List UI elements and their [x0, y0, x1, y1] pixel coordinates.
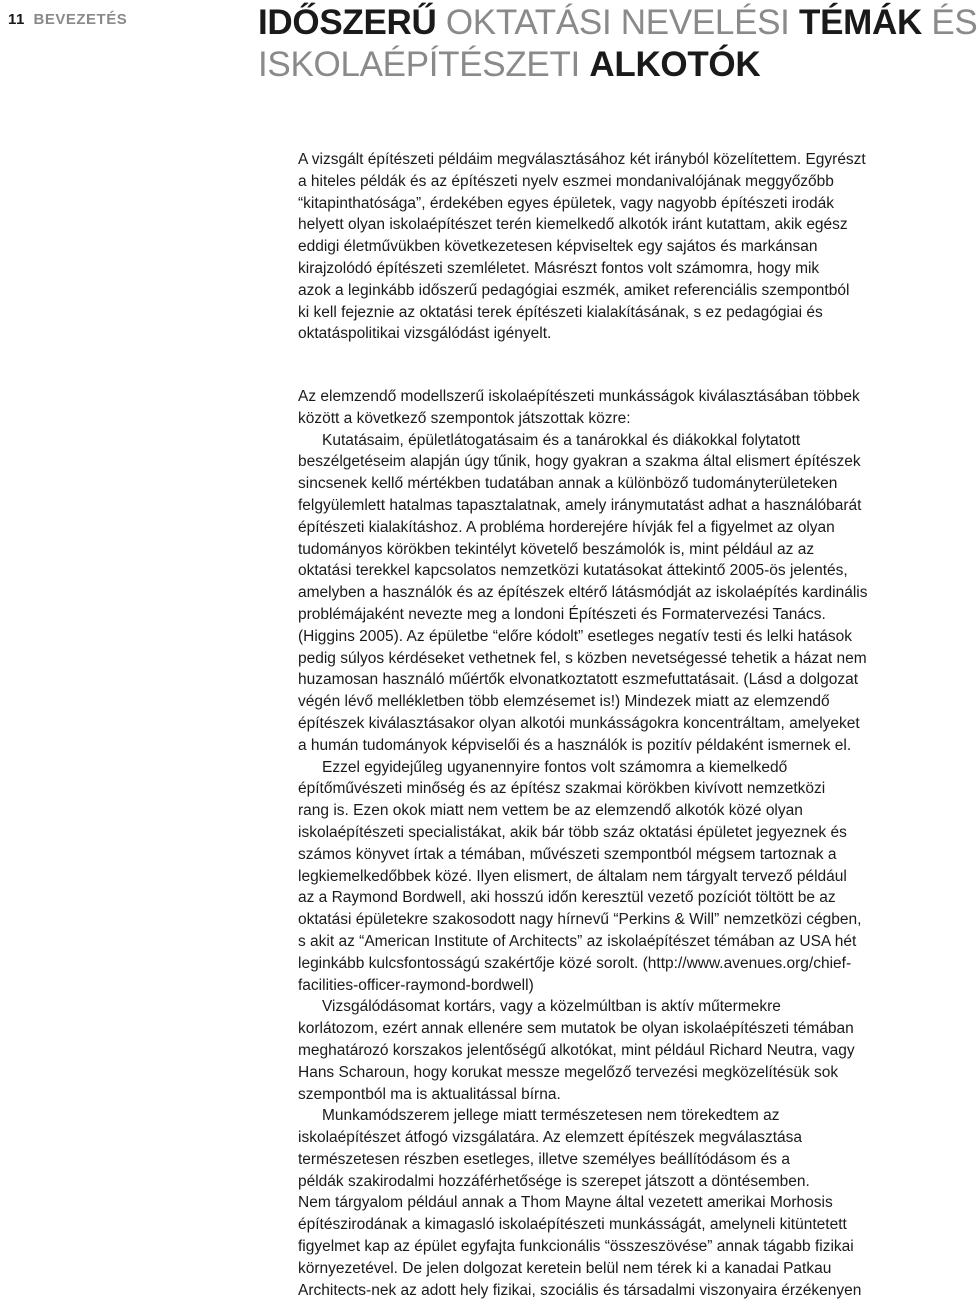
title-segment: ALKOTÓK: [589, 45, 761, 84]
text-line: Az elemzendő modellszerű iskolaépítészeti munkásságok kiválasztásában többek: [298, 388, 860, 405]
text-line: sincsenek kellő mértékben tudatában annak a különböző tudományterületeken: [298, 475, 838, 493]
text-line: oktatáspolitikai vizsgálódást igényelt.: [298, 325, 552, 343]
text-line: számos könyvet írtak a témában, művészeti szempontból mégsem tartoznak a: [298, 845, 837, 863]
text-line: iskolaépítészeti specialistákat, akik bár több száz oktatási épületet jegyeznek és: [298, 823, 847, 841]
text-line: pedig súlyos kérdéseket vethetnek fel, s közben nevetségessé tehetik a házat nem: [298, 649, 867, 667]
text-line: ki kell fejeznie az oktatási terek építészeti kialakításának, s ez pedagógiai és: [298, 303, 823, 321]
text-line: Ezzel egyidejűleg ugyanennyire fontos volt számomra a kiemelkedő: [322, 758, 788, 776]
title-segment: ISKOLAÉPÍTÉSZETI: [258, 45, 590, 84]
text-line: felgyülemlett hatalmas tapasztalatnak, amely iránymutatást adhat a használóbarát: [298, 496, 862, 514]
title-line-2: [258, 44, 948, 86]
text-line: huzamosan használó műértők elvonatkoztatott eszmefuttatásait. (Lásd a dolgozat: [298, 671, 859, 689]
chapter-title: [258, 2, 977, 86]
text-line: Munkamódszerem jellege miatt természetesen nem törekedtem az: [322, 1107, 780, 1125]
text-line: A vizsgált építészeti példáim megválasztásához két irányból közelítettem. Egyrészt: [298, 151, 866, 168]
text-line: helyett olyan iskolaépítészet terén kiemelkedő alkotók iránt kutattam, akik egész: [298, 216, 848, 234]
text-line: Vizsgálódásomat kortárs, vagy a közelmúltban is aktív műtermekre: [322, 998, 781, 1016]
text-line: környezetével. De jelen dolgozat keretein belül nem térek ki a kanadai Patkau: [298, 1259, 832, 1277]
text-line: “kitapinthatósága”, érdekében egyes épületek, vagy nagyobb építészeti irodák: [298, 194, 834, 212]
page-number: 11: [8, 11, 25, 28]
text-line: végén lévő mellékletben több elemzésemet is!) Mindezek miatt az elemzendő: [298, 693, 830, 711]
text-line: oktatási terekkel kapcsolatos nemzetközi kutatásokat áttekintő 2005-ös jelentés,: [298, 562, 848, 580]
text-line: Architects-nek az adott hely fizikai, szociális és társadalmi viszonyaira érzékenyen: [298, 1281, 862, 1299]
text-line: példák szakirodalmi hozzáférhetősége is szerepet játszott a döntésemben.: [298, 1172, 810, 1190]
text-line: meghatározó korszakos jelentőségű alkotókat, mint például Richard Neutra, vagy: [298, 1041, 855, 1059]
text-line: facilities-officer-raymond-bordwell): [298, 976, 534, 994]
section-label: BEVEZETÉS: [33, 11, 128, 28]
title-segment: ÉS: [921, 3, 977, 42]
text-line: problémájaként nevezte meg a londoni Építészeti és Formatervezési Tanács.: [298, 605, 826, 623]
title-line-1: [258, 2, 977, 44]
text-line: (Higgins 2005). Az épületbe “előre kódolt” esetleges negatív testi és lelki hatások: [298, 627, 853, 645]
text-line: amelyben a használók és az építészek eltérő látásmódját az iskolaépítés kardinális: [298, 584, 868, 602]
text-line: között a következő szempontok játszottak közre:: [298, 409, 631, 427]
text-line: iskolaépítészet átfogó vizsgálatára. Az elemzett építészek megválasztása: [298, 1129, 803, 1147]
text-line: legkiemelkedőbbek közé. Ilyen elismert, de általam nem tárgyalt tervező például: [298, 867, 847, 885]
text-line: s akit az “American Institute of Architects” az iskolaépítészet témában az USA hét: [298, 932, 857, 950]
text-line: a humán tudományok képviselői és a használók is pozitív példaként ismernek el.: [298, 736, 852, 754]
text-line: oktatási épületekre szakosodott nagy hírnevű “Perkins & Will” nemzetközi cégben,: [298, 911, 862, 929]
text-line: a hiteles példák és az építészeti nyelv eszmei mondanivalójának meggyőzőbb: [298, 172, 834, 190]
running-head: [8, 11, 127, 28]
title-segment: TÉMÁK: [799, 3, 922, 42]
text-line: figyelmet kap az épület egyfajta funkcionális “összeszövése” annak tágabb fizikai: [298, 1238, 854, 1256]
text-line: építészirodának a kimagasló iskolaépítészeti munkásságát, amelyneli kitüntetett: [298, 1216, 847, 1234]
text-line: építőművészeti minőség és az építész szakmai körökben kivívott nemzetközi: [298, 780, 826, 798]
title-segment: IDŐSZERŰ: [258, 3, 437, 42]
text-line: rang is. Ezen okok miatt nem vettem be az elemzendő alkotók közé olyan: [298, 802, 803, 820]
text-line: építészeti kialakításhoz. A probléma horderejére hívják fel a figyelmet az olyan: [298, 518, 835, 536]
text-line: eddigi életművükben következetesen képviseltek egy sajátos és markánsan: [298, 238, 818, 256]
text-line: leginkább kulcsfontosságú szakértője közé sorolt. (http://www.avenues.org/chief-: [298, 954, 852, 972]
main-text: [298, 386, 950, 1301]
text-line: építészek kiválasztásakor olyan alkotói munkásságokra koncentráltam, amelyeket: [298, 714, 860, 732]
text-line: kirajzolódó építészeti szemléletet. Másrészt fontos volt számomra, hogy mik: [298, 259, 820, 277]
text-line: az a Raymond Bordwell, aki hosszú időn keresztül vezető pozíciót töltött be az: [298, 889, 836, 907]
intro-paragraph: [298, 149, 950, 345]
text-line: azok a leginkább időszerű pedagógiai eszmék, amiket referenciális szempontból: [298, 281, 850, 299]
text-line: természetesen részben esetleges, illetve személyes beállítódásom és a: [298, 1150, 790, 1168]
title-segment: OKTATÁSI NEVELÉSI: [436, 3, 800, 42]
text-line: Nem tárgyalom például annak a Thom Mayne által vezetett amerikai Morhosis: [298, 1194, 833, 1212]
text-line: tudományos körökben tekintélyt követelő beszámolók is, mint például az az: [298, 540, 815, 558]
text-line: Hans Scharoun, hogy korukat messze megelőző tervezési megközelítésük sok: [298, 1063, 839, 1081]
text-line: Kutatásaim, épületlátogatásaim és a tanárokkal és diákokkal folytatott: [322, 431, 801, 449]
text-line: szempontból ma is aktualitással bírna.: [298, 1085, 561, 1103]
text-line: beszélgetéseim alapján úgy tűnik, hogy gyakran a szakma által elismert építészek: [298, 453, 861, 471]
text-line: korlátozom, ezért annak ellenére sem mutatok be olyan iskolaépítészeti témában: [298, 1020, 854, 1038]
